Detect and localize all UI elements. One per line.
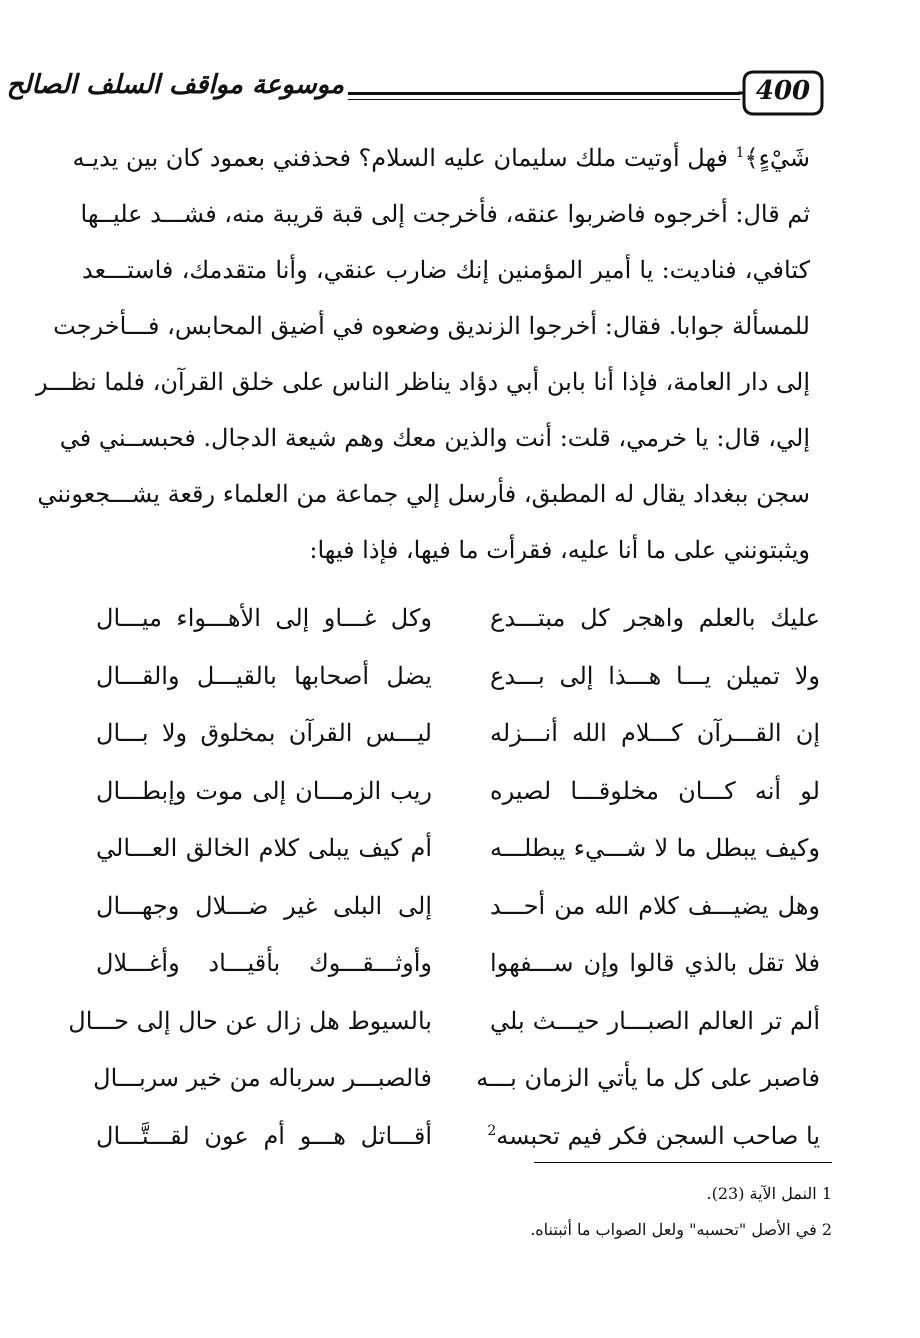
body-line: ويثبتونني على ما أنا عليه، فقرأت ما فيها، فإذا فيها: [309,536,810,564]
page-header [6,62,828,122]
poem-verse [68,993,820,1051]
verse-first-hemistich: عليك بالعلم واهجر كل مبتـــدع [490,604,820,632]
poem-verse [96,763,820,821]
verse-second-hemistich: ريب الزمـــان إلى موت وإبطـــال [96,776,432,805]
book-title: موسوعة مواقف السلف الصالح [6,70,344,100]
page-number-frame [742,68,824,118]
verse-second-hemistich: أقـــاتل هـــو أم عون لقـــتَّـــال [96,1121,432,1150]
verse-first-hemistich: ولا تميلن يـــا هـــذا إلى بـــدع [490,661,820,690]
verse-first-hemistich: إن القـــرآن كـــلام الله أنـــزله [490,719,820,747]
verse-first-hemistich: فلا تقل بالذي قالوا وإن ســـفهوا [490,949,820,977]
header-rule-thin [348,99,740,100]
verse-first-hemistich: فاصبر على كل ما يأتي الزمان بـــه [476,1064,820,1092]
footnotes [92,1176,832,1248]
footnote-separator [534,1162,832,1163]
poem [68,590,820,1165]
poem-verse [96,590,820,648]
header-rule-thick [348,92,740,95]
poem-verse [93,1050,820,1108]
page-number: 400 [755,76,811,106]
verse-second-hemistich: فالصبـــر سرباله من خير سربـــال [93,1064,432,1092]
poem-verse [96,648,820,706]
body-line: شَيْءٍ﴾$^1$ فهل أوتيت ملك سليمان عليه السلام؟ فحذفني بعمود كان بين يديـه [72,144,810,172]
footnote: 2 في الأصل "تحسبه" ولعل الصواب ما أثبتناه. [530,1220,832,1239]
verse-second-hemistich: أم كيف يبلى كلام الخالق العـــالي [96,834,432,862]
verse-second-hemistich: إلى البلى غير ضـــلال وجهـــال [96,891,432,920]
body-line: للمسألة جوابا. فقال: أخرجوا الزنديق وضعوه في أضيق المحابس، فـــأخرجت [53,312,810,340]
poem-verse [96,935,820,993]
poem-verse [96,820,820,878]
verse-second-hemistich: بالسيوط هل زال عن حال إلى حـــال [68,1006,432,1035]
body-text [36,130,810,578]
body-line: سجن ببغداد يقال له المطبق، فأرسل إلي جماعة من العلماء رقعة يشـــجعونني [37,480,810,508]
verse-second-hemistich: ليـــس القرآن بمخلوق ولا بـــال [96,719,432,747]
verse-first-hemistich: لو أنه كـــان مخلوقـــا لصيره [490,776,820,805]
body-line: ثم قال: أخرجوه فاضربوا عنقه، فأخرجت إلى قبة قريبة منه، فشـــد عليــها [80,200,810,228]
body-line: كتافي، فناديت: يا أمير المؤمنين إنك ضارب عنقي، وأنا متقدمك، فاستـــعد [82,256,810,284]
body-line: إلي، قال: يا خرمي، قلت: أنت والذين معك وهم شيعة الدجال. فحبســني في [59,424,810,452]
verse-second-hemistich: وأوثـــقـــوك بأقيـــاد وأغـــلال [96,949,432,977]
verse-first-hemistich: وكيف يبطل ما لا شـــيء يبطلـــه [490,834,820,862]
verse-second-hemistich: يضل أصحابها بالقيـــل والقـــال [96,661,432,690]
poem-verse [96,1108,820,1166]
verse-first-hemistich: يا صاحب السجن فكر فيم تحبسه$^2$ [487,1121,820,1150]
verse-first-hemistich: وهل يضيـــف كلام الله من أحـــد [490,891,820,920]
footnote: 1 النمل الآية (23). [706,1184,832,1203]
poem-verse [96,878,820,936]
poem-verse [96,705,820,763]
body-line: إلى دار العامة، فإذا أنا بابن أبي دؤاد يناظر الناس على خلق القرآن، فلما نظـــر [36,368,810,396]
verse-second-hemistich: وكل غـــاو إلى الأهـــواء ميـــال [96,604,432,632]
verse-first-hemistich: ألم تر العالم الصبـــار حيـــث بلي [490,1006,820,1035]
